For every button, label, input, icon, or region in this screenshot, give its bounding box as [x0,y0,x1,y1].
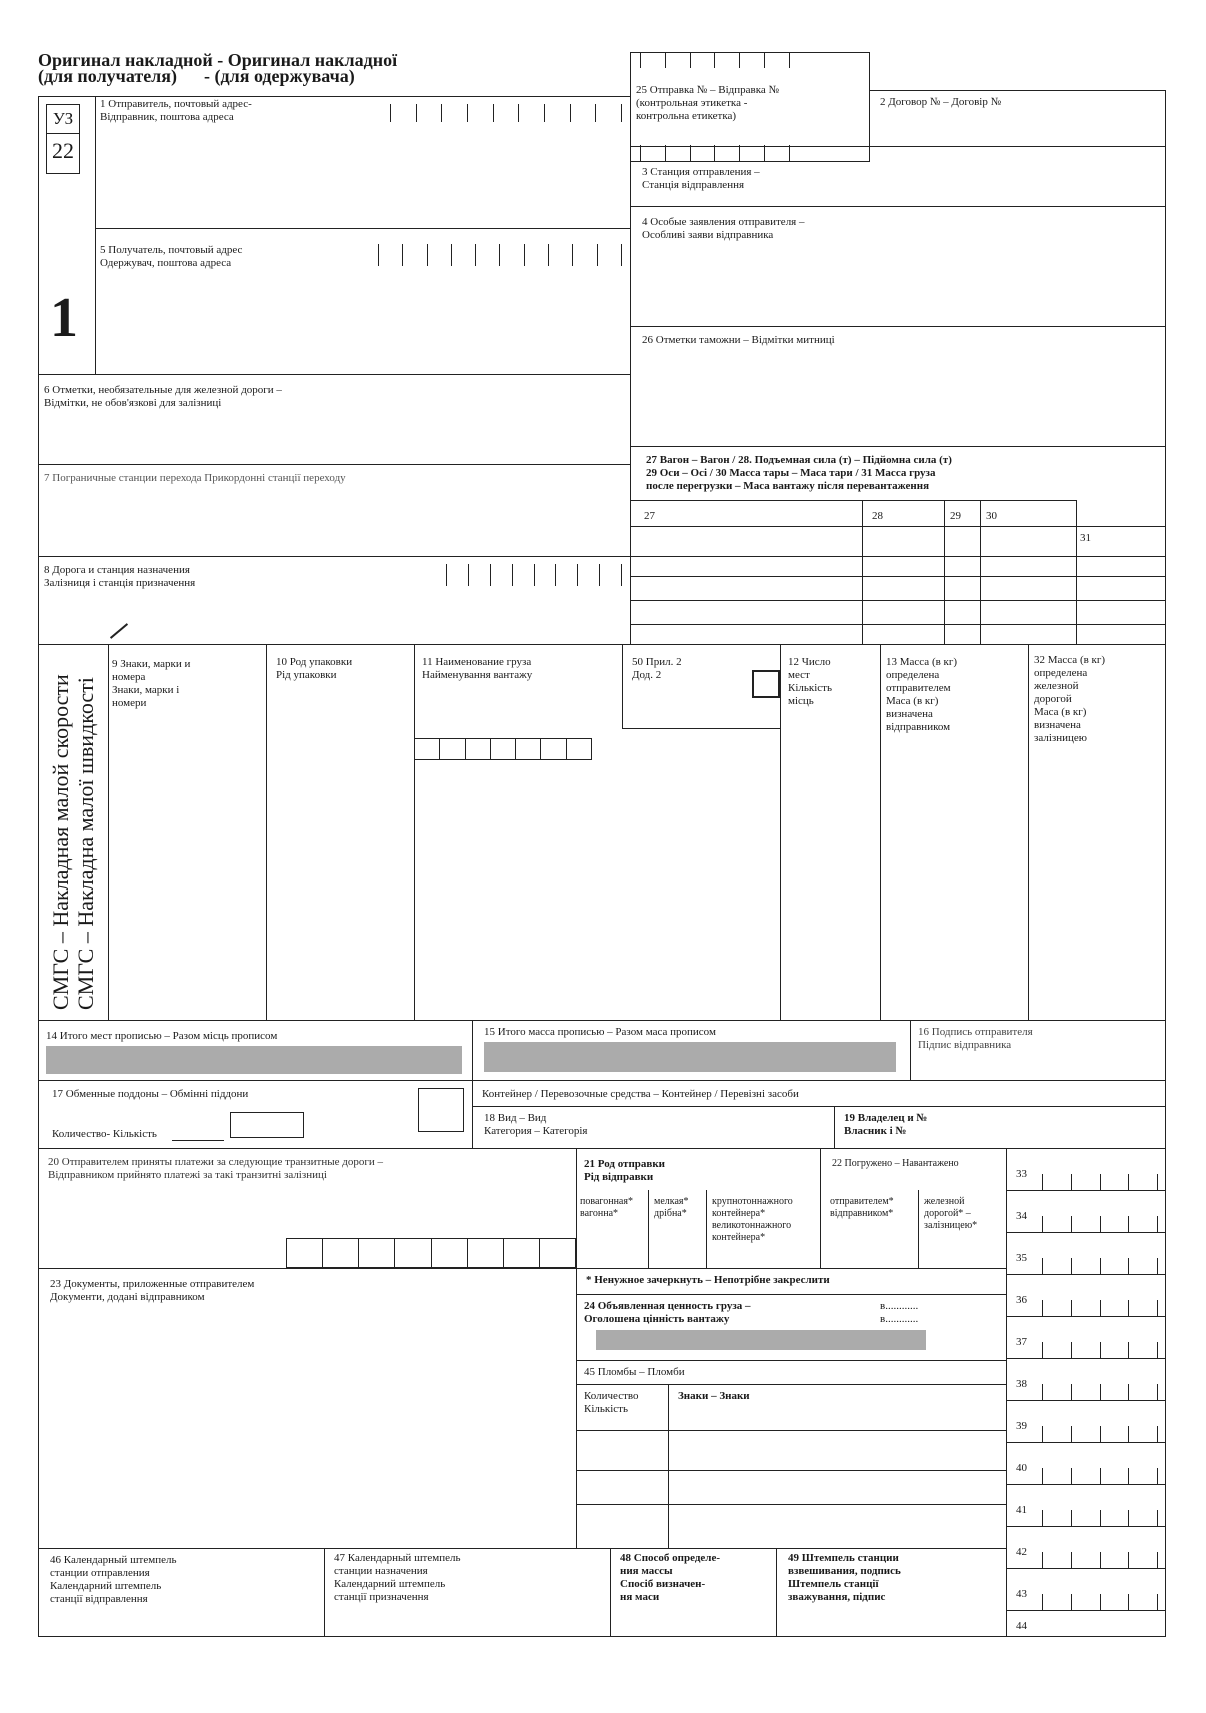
row-36-number: 36 [1016,1294,1027,1306]
row-41-number: 41 [1016,1504,1027,1516]
field-45-marks: Знаки – Знаки [678,1390,750,1402]
badge-top-text: УЗ [47,105,79,134]
row-33-ticks [1042,1174,1158,1190]
field-17-quantity-label: Количество- Кількість [52,1128,157,1140]
field-17-label: 17 Обменные поддоны – Обмінні піддони [52,1088,249,1100]
field-15-label: 15 Итого масса прописью – Разом маса прописом [484,1026,716,1038]
field-11-code-cells[interactable] [414,738,592,760]
field-2-label: 2 Договор № – Договір № [880,96,1002,108]
field-21-container: крупнотоннажного контейнера* великотоннажного контейнера* [712,1196,793,1243]
field-11-label: 11 Наименование груза Найменування вантажу [422,656,533,681]
field-1-label: 1 Отправитель, почтовый адрес- Відправник, поштова адреса [100,98,252,123]
column-30-label: 30 [986,510,997,522]
field-25-label: 25 Отправка № – Відправка № (контрольная этикетка - контрольна етикетка) [636,84,780,122]
field-26-label: 26 Отметки таможни – Відмітки митниці [642,334,835,346]
field-13-label: 13 Масса (в кг) определена отправителем Маса (в кг) визначена відправником [886,656,958,733]
row-40-ticks [1042,1468,1158,1484]
field-21-small: мелкая* дрібна* [654,1196,689,1219]
container-label: Контейнер / Перевозочные средства – Контейнер / Перевізні засоби [482,1088,799,1100]
field-49-label: 49 Штемпель станции взвешивания, подпись Штемпель станції зважування, підпис [788,1552,901,1603]
field-45-label: 45 Пломбы – Пломби [584,1366,685,1378]
row-43-number: 43 [1016,1588,1027,1600]
field-24-redacted [596,1330,926,1350]
field-48-label: 48 Способ определе- ния массы Спосіб визначен- ня маси [620,1552,721,1603]
row-40-number: 40 [1016,1462,1027,1474]
document-title-line-1: Оригинал накладной - Оригинал накладної [38,50,398,70]
field-22-sender: отправителем* відправником* [830,1196,894,1219]
field-21-wagon: повагонная* вагонна* [580,1196,633,1219]
field-21-label: 21 Род отправки Рід відправки [584,1158,666,1183]
field-27-31-label: 27 Вагон – Вагон / 28. Подъемная сила (т) – Підйомна сила (т) 29 Оси – Осі / 30 Масса тары – Маса тари / 31 Масса груза после перегрузки – Маса вантажу після перевантаження [646,454,952,492]
row-35-number: 35 [1016,1252,1027,1264]
row-37-number: 37 [1016,1336,1027,1348]
field-16-label: 16 Подпись отправителя Підпис відправника [918,1026,1033,1051]
row-42-ticks [1042,1552,1158,1568]
field-8-code-ticks [446,564,622,586]
row-44-number: 44 [1016,1620,1027,1632]
row-39-ticks [1042,1426,1158,1442]
row-33-number: 33 [1016,1168,1027,1180]
row-41-ticks [1042,1510,1158,1526]
field-15-redacted [484,1042,896,1072]
container-grid-icon [418,1088,464,1132]
field-22-railway: железной дорогой* – залізницею* [924,1196,978,1231]
field-4-label: 4 Особые заявления отправителя – Особливі заяви відправника [642,216,805,241]
field-12-label: 12 Число мест Кількість місць [788,656,833,707]
field-5-label: 5 Получатель, почтовый адрес Одержувач, поштова адреса [100,244,243,269]
field-1-code-ticks [390,104,622,122]
document-title-line-2: (для получателя) - (для одержувача) [38,66,355,86]
row-38-number: 38 [1016,1378,1027,1390]
badge-bottom-text: 22 [52,138,74,163]
field-6-label: 6 Отметки, необязательные для железной дороги – Відмітки, не обов'язкові для залізниці [44,384,282,409]
field-14-redacted [46,1046,462,1074]
field-20-label: 20 Отправителем приняты платежи за следующие транзитные дороги – Відправником прийнято платежі за такі транзитні залізниці [48,1156,383,1181]
field-47-label: 47 Календарный штемпель станции назначения Календарний штемпель станції призначення [334,1552,461,1603]
vertical-title-line-2: СМГС – Накладна малої швидкості [73,677,98,1010]
pallet-icon [230,1112,304,1138]
field-50-checkbox[interactable] [752,670,780,698]
row-36-ticks [1042,1300,1158,1316]
column-31-label: 31 [1080,532,1091,544]
column-27-label: 27 [644,510,655,522]
column-28-label: 28 [872,510,883,522]
field-46-label: 46 Календарный штемпель станции отправления Календарний штемпель станції відправлення [50,1554,177,1605]
row-34-ticks [1042,1216,1158,1232]
field-50-label: 50 Прил. 2 Дод. 2 [632,656,682,681]
row-34-number: 34 [1016,1210,1027,1222]
row-42-number: 42 [1016,1546,1027,1558]
field-5-code-ticks [378,244,622,266]
row-43-ticks [1042,1594,1158,1610]
field-23-label: 23 Документы, приложенные отправителем Документи, додані відправником [50,1278,255,1303]
field-25-top-ticks [640,52,790,68]
field-3-label: 3 Станция отправления – Станція відправлення [642,166,760,191]
copy-number: 1 [50,287,78,349]
field-10-label: 10 Род упаковки Рід упаковки [276,656,353,681]
field-45-quantity: Количество Кількість [584,1390,639,1415]
field-19-label: 19 Владелец и № Власник і № [844,1112,928,1137]
vertical-title-line-1: СМГС – Накладная малой скорости [48,674,73,1010]
column-29-label: 29 [950,510,961,522]
field-24-currency: в............ в............ [880,1300,919,1325]
field-20-code-cells[interactable] [286,1238,576,1268]
field-9-label: 9 Знаки, марки и номера Знаки, марки і номери [112,658,191,709]
asterisk-note: * Ненужное зачеркнуть – Непотрібне закреслити [586,1274,830,1286]
row-39-number: 39 [1016,1420,1027,1432]
field-25-bottom-ticks [640,145,790,161]
row-38-ticks [1042,1384,1158,1400]
row-35-ticks [1042,1258,1158,1274]
row-37-ticks [1042,1342,1158,1358]
railway-code-badge [46,104,80,174]
right-column-33-44 [1006,1148,1166,1636]
field-22-label: 22 Погружено – Навантажено [832,1158,959,1169]
field-18-label: 18 Вид – Вид Категория – Категорія [484,1112,588,1137]
field-14-label: 14 Итого мест прописью – Разом місць прописом [46,1030,278,1042]
field-8-label: 8 Дорога и станция назначения Залізниця і станція призначення [44,564,196,589]
field-32-label: 32 Масса (в кг) определена железной дорогой Маса (в кг) визначена залізницею [1034,654,1106,744]
field-7-label: 7 Пограничные станции перехода Прикордонні станції переходу [44,472,346,484]
field-24-label: 24 Объявленная ценность груза – Оголошена цінність вантажу [584,1300,751,1325]
